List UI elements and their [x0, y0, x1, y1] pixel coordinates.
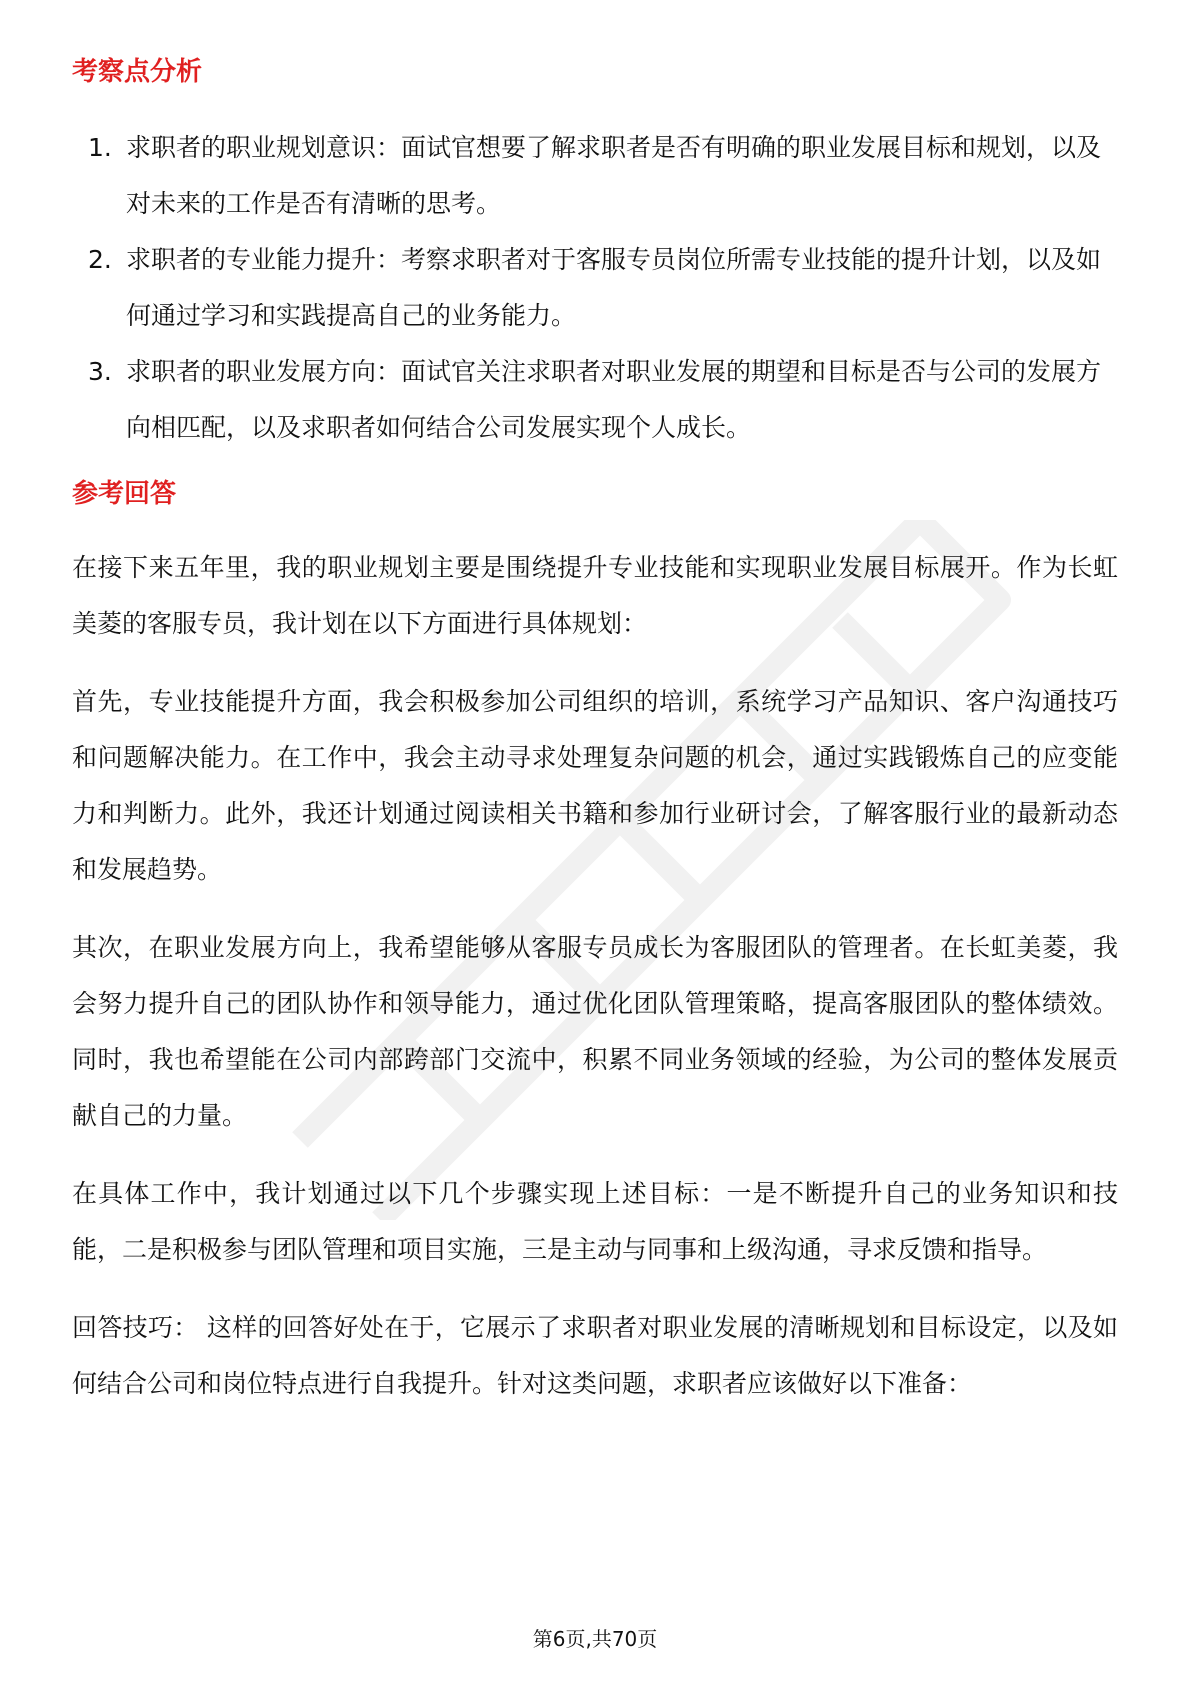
analysis-heading: 考察点分析: [72, 57, 203, 87]
list-item: [72, 232, 1118, 344]
answer-tips-paragraph: 回答技巧： 这样的回答好处在于，它展示了求职者对职业发展的清晰规划和目标设定，以及如何结合公司和岗位特点进行自我提升。针对这类问题，求职者应该做好以下准备：: [72, 1313, 1118, 1398]
answer-paragraph: 在具体工作中，我计划通过以下几个步骤实现上述目标：一是不断提升自己的业务知识和技能，二是积极参与团队管理和项目实施，三是主动与同事和上级沟通，寻求反馈和指导。: [72, 1179, 1118, 1264]
list-item-number: 2.: [88, 245, 112, 274]
answer-heading: 参考回答: [72, 479, 177, 509]
list-item-number: 1.: [88, 133, 112, 162]
main-content: [72, 52, 1118, 1412]
list-item-number: 3.: [88, 357, 112, 386]
list-item-text: 求职者的职业发展方向：面试官关注求职者对职业发展的期望和目标是否与公司的发展方向相匹配，以及求职者如何结合公司发展实现个人成长。: [126, 357, 1102, 442]
analysis-list: [72, 120, 1118, 456]
answer-paragraph: 在接下来五年里，我的职业规划主要是围绕提升专业技能和实现职业发展目标展开。作为长虹美菱的客服专员，我计划在以下方面进行具体规划：: [72, 553, 1118, 638]
list-item-text: 求职者的专业能力提升：考察求职者对于客服专员岗位所需专业技能的提升计划，以及如何通过学习和实践提高自己的业务能力。: [126, 245, 1102, 330]
list-item-text: 求职者的职业规划意识：面试官想要了解求职者是否有明确的职业发展目标和规划，以及对未来的工作是否有清晰的思考。: [126, 133, 1102, 218]
answer-paragraph: 其次，在职业发展方向上，我希望能够从客服专员成长为客服团队的管理者。在长虹美菱，我会努力提升自己的团队协作和领导能力，通过优化团队管理策略，提高客服团队的整体绩效。同时，我也希望能在公司内部跨部门交流中，积累不同业务领域的经验，为公司的整体发展贡献自己的力量。: [72, 933, 1118, 1130]
answer-paragraph: 首先，专业技能提升方面，我会积极参加公司组织的培训，系统学习产品知识、客户沟通技巧和问题解决能力。在工作中，我会主动寻求处理复杂问题的机会，通过实践锻炼自己的应变能力和判断力。此外，我还计划通过阅读相关书籍和参加行业研讨会，了解客服行业的最新动态和发展趋势。: [72, 687, 1118, 884]
page-number-footer: 第6页,共70页: [532, 1627, 658, 1651]
list-item: [72, 120, 1118, 232]
list-item: [72, 344, 1118, 456]
